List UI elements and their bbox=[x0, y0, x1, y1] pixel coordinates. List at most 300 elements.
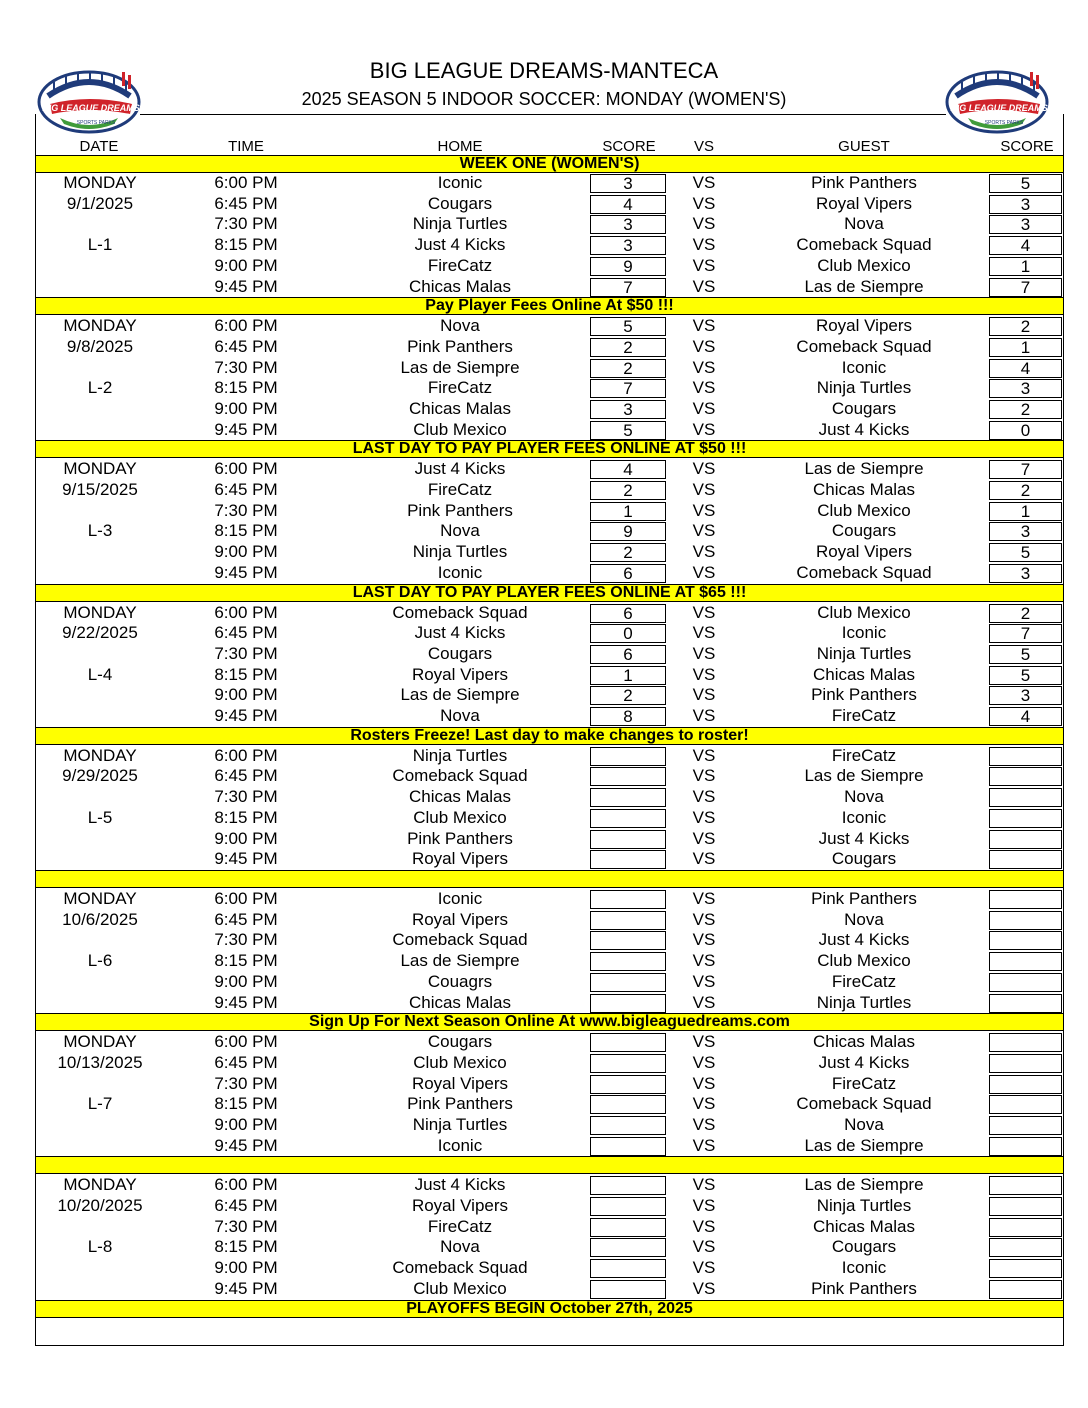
guest-score-box: 4 bbox=[989, 236, 1062, 255]
week-date: 10/20/2025 bbox=[57, 1196, 143, 1216]
week-block bbox=[36, 1175, 1063, 1299]
week-date: 9/8/2025 bbox=[66, 336, 134, 356]
home-team: Club Mexico bbox=[413, 1052, 507, 1072]
guest-score-box bbox=[989, 1033, 1062, 1052]
guest-score-box bbox=[989, 1116, 1062, 1135]
home-score-box: 7 bbox=[590, 278, 666, 297]
home-team: Las de Siempre bbox=[400, 357, 520, 377]
week-one-banner: WEEK ONE (WOMEN'S) bbox=[36, 155, 1063, 173]
guest-team: Just 4 Kicks bbox=[818, 828, 910, 848]
guest-score-box: 2 bbox=[989, 481, 1062, 500]
vs-label: VS bbox=[692, 1135, 716, 1155]
col-guest: GUEST bbox=[838, 138, 890, 155]
guest-team: Iconic bbox=[841, 807, 887, 827]
home-score-box bbox=[590, 994, 666, 1013]
game-time: 9:45 PM bbox=[214, 706, 278, 726]
home-team: Ninja Turtles bbox=[412, 542, 508, 562]
vs-label: VS bbox=[692, 807, 716, 827]
league-code: L-2 bbox=[87, 378, 113, 398]
home-score-box: 2 bbox=[590, 543, 666, 562]
vs-label: VS bbox=[692, 849, 716, 869]
vs-label: VS bbox=[692, 909, 716, 929]
guest-score-box bbox=[989, 747, 1062, 766]
vs-label: VS bbox=[692, 1114, 716, 1134]
home-team: FireCatz bbox=[427, 378, 493, 398]
guest-score-box: 3 bbox=[989, 195, 1062, 214]
guest-team: Iconic bbox=[841, 1258, 887, 1278]
home-score-box bbox=[590, 1176, 666, 1195]
guest-team: Chicas Malas bbox=[812, 480, 916, 500]
guest-score-box: 4 bbox=[989, 707, 1062, 726]
home-score-box bbox=[590, 1259, 666, 1278]
home-team: Pink Panthers bbox=[407, 336, 513, 356]
guest-team: Royal Vipers bbox=[815, 193, 913, 213]
guest-score-box bbox=[989, 1137, 1062, 1156]
game-time: 9:00 PM bbox=[214, 398, 278, 418]
week-block bbox=[36, 173, 1063, 297]
home-team: Las de Siempre bbox=[400, 685, 520, 705]
week-block bbox=[36, 459, 1063, 583]
guest-score-box: 2 bbox=[989, 400, 1062, 419]
vs-label: VS bbox=[692, 930, 716, 950]
guest-score-box bbox=[989, 1218, 1062, 1237]
home-team: Ninja Turtles bbox=[412, 1114, 508, 1134]
logo-text: BIG LEAGUE DREAMS bbox=[42, 103, 140, 113]
game-time: 6:45 PM bbox=[214, 909, 278, 929]
vs-label: VS bbox=[692, 480, 716, 500]
vs-label: VS bbox=[692, 398, 716, 418]
home-score-box: 2 bbox=[590, 481, 666, 500]
col-home-score: SCORE bbox=[602, 138, 656, 155]
guest-team: Comeback Squad bbox=[796, 235, 932, 255]
vs-label: VS bbox=[692, 623, 716, 643]
home-score-box bbox=[590, 1238, 666, 1257]
home-team: Just 4 Kicks bbox=[414, 459, 506, 479]
vs-label: VS bbox=[692, 500, 716, 520]
notice-banner: LAST DAY TO PAY PLAYER FEES ONLINE AT $50 !!! bbox=[36, 440, 1063, 458]
guest-score-box: 1 bbox=[989, 338, 1062, 357]
guest-score-box bbox=[989, 809, 1062, 828]
week-day: MONDAY bbox=[63, 1175, 137, 1195]
vs-label: VS bbox=[692, 336, 716, 356]
home-score-box: 9 bbox=[590, 257, 666, 276]
vs-label: VS bbox=[692, 643, 716, 663]
league-code: L-7 bbox=[87, 1094, 113, 1114]
week-date: 10/13/2025 bbox=[57, 1052, 143, 1072]
guest-score-box bbox=[989, 830, 1062, 849]
home-score-box bbox=[590, 1218, 666, 1237]
game-time: 6:00 PM bbox=[214, 602, 278, 622]
guest-score-box: 7 bbox=[989, 460, 1062, 479]
home-score-box bbox=[590, 890, 666, 909]
vs-label: VS bbox=[692, 992, 716, 1012]
game-time: 7:30 PM bbox=[214, 930, 278, 950]
week-date: 9/15/2025 bbox=[62, 480, 138, 500]
logo-subtext-right: SPORTS PARKS bbox=[984, 120, 1024, 126]
guest-team: Ninja Turtles bbox=[816, 1196, 912, 1216]
week-date: 10/6/2025 bbox=[62, 909, 138, 929]
game-time: 6:00 PM bbox=[214, 1032, 278, 1052]
week-day: MONDAY bbox=[63, 459, 137, 479]
vs-label: VS bbox=[692, 357, 716, 377]
vs-label: VS bbox=[692, 787, 716, 807]
home-score-box bbox=[590, 830, 666, 849]
home-team: Club Mexico bbox=[413, 807, 507, 827]
game-time: 9:45 PM bbox=[214, 849, 278, 869]
game-time: 9:00 PM bbox=[214, 542, 278, 562]
home-score-box: 3 bbox=[590, 174, 666, 193]
home-team: Nova bbox=[440, 521, 480, 541]
vs-label: VS bbox=[692, 1175, 716, 1195]
vs-label: VS bbox=[692, 542, 716, 562]
game-time: 7:30 PM bbox=[214, 1216, 278, 1236]
game-time: 9:00 PM bbox=[214, 255, 278, 275]
home-team: Comeback Squad bbox=[392, 602, 528, 622]
game-time: 9:45 PM bbox=[214, 992, 278, 1012]
vs-label: VS bbox=[692, 255, 716, 275]
page-title: BIG LEAGUE DREAMS-MANTECA bbox=[369, 58, 719, 83]
game-time: 8:15 PM bbox=[214, 378, 278, 398]
week-date: 9/22/2025 bbox=[62, 623, 138, 643]
week-date: 9/29/2025 bbox=[62, 766, 138, 786]
home-score-box: 4 bbox=[590, 460, 666, 479]
home-score-box: 2 bbox=[590, 338, 666, 357]
guest-team: Nova bbox=[844, 214, 884, 234]
game-time: 7:30 PM bbox=[214, 643, 278, 663]
guest-team: Cougars bbox=[831, 521, 897, 541]
guest-score-box: 0 bbox=[989, 421, 1062, 440]
home-score-box: 9 bbox=[590, 522, 666, 541]
vs-label: VS bbox=[692, 745, 716, 765]
logo-subtext: SPORTS PARKS bbox=[76, 120, 116, 126]
guest-score-box: 7 bbox=[989, 278, 1062, 297]
guest-team: Just 4 Kicks bbox=[818, 419, 910, 439]
guest-score-box: 5 bbox=[989, 174, 1062, 193]
home-team: Cougars bbox=[427, 193, 493, 213]
game-time: 6:00 PM bbox=[214, 173, 278, 192]
home-score-box bbox=[590, 850, 666, 869]
guest-team: Comeback Squad bbox=[796, 562, 932, 582]
guest-team: Chicas Malas bbox=[812, 664, 916, 684]
guest-score-box bbox=[989, 788, 1062, 807]
game-time: 9:45 PM bbox=[214, 276, 278, 296]
home-score-box: 6 bbox=[590, 645, 666, 664]
guest-score-box: 5 bbox=[989, 645, 1062, 664]
home-score-box bbox=[590, 952, 666, 971]
game-time: 6:45 PM bbox=[214, 336, 278, 356]
home-score-box bbox=[590, 1033, 666, 1052]
week-date: 9/1/2025 bbox=[66, 193, 134, 213]
guest-team: Pink Panthers bbox=[811, 685, 917, 705]
guest-score-box bbox=[989, 911, 1062, 930]
page-subtitle: 2025 SEASON 5 INDOOR SOCCER: MONDAY (WOMEN'S) bbox=[301, 89, 787, 109]
game-time: 8:15 PM bbox=[214, 664, 278, 684]
home-team: FireCatz bbox=[427, 480, 493, 500]
vs-label: VS bbox=[692, 173, 716, 192]
game-time: 9:00 PM bbox=[214, 971, 278, 991]
schedule-table bbox=[35, 114, 1064, 1346]
guest-team: Comeback Squad bbox=[796, 1094, 932, 1114]
home-team: Iconic bbox=[437, 1135, 483, 1155]
game-time: 9:00 PM bbox=[214, 1258, 278, 1278]
guest-score-box bbox=[989, 1176, 1062, 1195]
guest-score-box: 3 bbox=[989, 686, 1062, 705]
home-score-box bbox=[590, 1075, 666, 1094]
guest-team: Cougars bbox=[831, 1237, 897, 1257]
guest-score-box: 2 bbox=[989, 317, 1062, 336]
guest-score-box: 7 bbox=[989, 624, 1062, 643]
guest-score-box bbox=[989, 931, 1062, 950]
guest-score-box: 3 bbox=[989, 522, 1062, 541]
guest-team: Chicas Malas bbox=[812, 1032, 916, 1052]
guest-team: Las de Siempre bbox=[804, 766, 924, 786]
vs-label: VS bbox=[692, 889, 716, 908]
home-score-box: 6 bbox=[590, 604, 666, 623]
guest-score-box bbox=[989, 1054, 1062, 1073]
game-time: 6:00 PM bbox=[214, 1175, 278, 1195]
guest-team: Club Mexico bbox=[817, 500, 911, 520]
guest-score-box: 3 bbox=[989, 379, 1062, 398]
home-score-box: 8 bbox=[590, 707, 666, 726]
home-team: Just 4 Kicks bbox=[414, 1175, 506, 1195]
guest-team: Ninja Turtles bbox=[816, 643, 912, 663]
guest-team: Nova bbox=[844, 1114, 884, 1134]
game-time: 8:15 PM bbox=[214, 235, 278, 255]
guest-score-box bbox=[989, 767, 1062, 786]
home-score-box: 3 bbox=[590, 400, 666, 419]
home-score-box bbox=[590, 1116, 666, 1135]
week-day: MONDAY bbox=[63, 602, 137, 622]
game-time: 6:45 PM bbox=[214, 766, 278, 786]
guest-team: Royal Vipers bbox=[815, 542, 913, 562]
home-team: Nova bbox=[440, 1237, 480, 1257]
week-day: MONDAY bbox=[63, 889, 137, 908]
home-team: Royal Vipers bbox=[411, 1196, 509, 1216]
home-team: Iconic bbox=[437, 173, 483, 192]
notice-banner: PLAYOFFS BEGIN October 27th, 2025 bbox=[36, 1300, 1063, 1318]
home-team: Nova bbox=[440, 706, 480, 726]
game-time: 8:15 PM bbox=[214, 1237, 278, 1257]
home-score-box: 3 bbox=[590, 236, 666, 255]
game-time: 6:00 PM bbox=[214, 889, 278, 908]
home-team: Las de Siempre bbox=[400, 951, 520, 971]
home-team: FireCatz bbox=[427, 1216, 493, 1236]
home-score-box bbox=[590, 809, 666, 828]
home-team: Royal Vipers bbox=[411, 664, 509, 684]
home-team: Just 4 Kicks bbox=[414, 235, 506, 255]
guest-score-box bbox=[989, 850, 1062, 869]
league-code: L-5 bbox=[87, 807, 113, 827]
guest-team: Club Mexico bbox=[817, 602, 911, 622]
game-time: 8:15 PM bbox=[214, 951, 278, 971]
vs-label: VS bbox=[692, 214, 716, 234]
vs-label: VS bbox=[692, 1032, 716, 1052]
game-time: 9:45 PM bbox=[214, 1135, 278, 1155]
guest-team: Ninja Turtles bbox=[816, 378, 912, 398]
game-time: 6:45 PM bbox=[214, 623, 278, 643]
home-score-box: 3 bbox=[590, 215, 666, 234]
league-code: L-1 bbox=[87, 235, 113, 255]
home-team: Chicas Malas bbox=[408, 992, 512, 1012]
guest-score-box bbox=[989, 1075, 1062, 1094]
league-code: L-4 bbox=[87, 664, 113, 684]
notice-banner: Pay Player Fees Online At $50 !!! bbox=[36, 297, 1063, 315]
home-score-box bbox=[590, 1197, 666, 1216]
guest-team: FireCatz bbox=[831, 745, 897, 765]
game-time: 7:30 PM bbox=[214, 214, 278, 234]
notice-banner bbox=[36, 870, 1063, 888]
guest-score-box bbox=[989, 1259, 1062, 1278]
vs-label: VS bbox=[692, 562, 716, 582]
game-time: 7:30 PM bbox=[214, 787, 278, 807]
guest-team: Just 4 Kicks bbox=[818, 930, 910, 950]
vs-label: VS bbox=[692, 1094, 716, 1114]
game-time: 8:15 PM bbox=[214, 521, 278, 541]
game-time: 7:30 PM bbox=[214, 500, 278, 520]
home-team: Comeback Squad bbox=[392, 1258, 528, 1278]
home-score-box bbox=[590, 1280, 666, 1299]
guest-team: Las de Siempre bbox=[804, 1135, 924, 1155]
home-score-box: 0 bbox=[590, 624, 666, 643]
game-time: 9:45 PM bbox=[214, 562, 278, 582]
vs-label: VS bbox=[692, 951, 716, 971]
home-team: Chicas Malas bbox=[408, 276, 512, 296]
vs-label: VS bbox=[692, 1052, 716, 1072]
vs-label: VS bbox=[692, 602, 716, 622]
week-day: MONDAY bbox=[63, 173, 137, 192]
home-team: Chicas Malas bbox=[408, 787, 512, 807]
col-home: HOME bbox=[437, 138, 483, 155]
column-header-row bbox=[36, 114, 1063, 156]
vs-label: VS bbox=[692, 706, 716, 726]
game-time: 9:00 PM bbox=[214, 685, 278, 705]
guest-team: Club Mexico bbox=[817, 255, 911, 275]
vs-label: VS bbox=[692, 419, 716, 439]
home-team: Pink Panthers bbox=[407, 500, 513, 520]
guest-score-box bbox=[989, 890, 1062, 909]
game-time: 6:00 PM bbox=[214, 459, 278, 479]
week-day: MONDAY bbox=[63, 1032, 137, 1052]
guest-team: Iconic bbox=[841, 357, 887, 377]
home-team: Cougars bbox=[427, 1032, 493, 1052]
home-score-box bbox=[590, 1095, 666, 1114]
home-team: Royal Vipers bbox=[411, 849, 509, 869]
guest-score-box: 5 bbox=[989, 543, 1062, 562]
guest-team: Ninja Turtles bbox=[816, 992, 912, 1012]
vs-label: VS bbox=[692, 378, 716, 398]
game-time: 8:15 PM bbox=[214, 1094, 278, 1114]
game-time: 9:00 PM bbox=[214, 828, 278, 848]
vs-label: VS bbox=[692, 1278, 716, 1298]
col-vs: VS bbox=[693, 138, 714, 155]
vs-label: VS bbox=[692, 1237, 716, 1257]
guest-team: Cougars bbox=[831, 849, 897, 869]
game-time: 8:15 PM bbox=[214, 807, 278, 827]
game-time: 6:45 PM bbox=[214, 1196, 278, 1216]
home-score-box bbox=[590, 931, 666, 950]
league-code: L-8 bbox=[87, 1237, 113, 1257]
week-day: MONDAY bbox=[63, 316, 137, 336]
guest-score-box: 1 bbox=[989, 502, 1062, 521]
vs-label: VS bbox=[692, 828, 716, 848]
home-team: Nova bbox=[440, 316, 480, 336]
home-score-box bbox=[590, 973, 666, 992]
game-time: 9:45 PM bbox=[214, 1278, 278, 1298]
home-team: Royal Vipers bbox=[411, 1073, 509, 1093]
week-block bbox=[36, 889, 1063, 1013]
guest-score-box bbox=[989, 952, 1062, 971]
home-team: Cougars bbox=[427, 643, 493, 663]
guest-team: Royal Vipers bbox=[815, 316, 913, 336]
game-time: 7:30 PM bbox=[214, 357, 278, 377]
notice-banner: LAST DAY TO PAY PLAYER FEES ONLINE AT $65 !!! bbox=[36, 584, 1063, 602]
vs-label: VS bbox=[692, 971, 716, 991]
home-team: Iconic bbox=[437, 562, 483, 582]
vs-label: VS bbox=[692, 685, 716, 705]
guest-score-box bbox=[989, 1280, 1062, 1299]
game-time: 7:30 PM bbox=[214, 1073, 278, 1093]
guest-team: Just 4 Kicks bbox=[818, 1052, 910, 1072]
vs-label: VS bbox=[692, 1258, 716, 1278]
home-score-box: 1 bbox=[590, 502, 666, 521]
week-block bbox=[36, 746, 1063, 870]
guest-score-box bbox=[989, 1197, 1062, 1216]
home-score-box: 2 bbox=[590, 686, 666, 705]
home-score-box bbox=[590, 911, 666, 930]
guest-team: Las de Siempre bbox=[804, 276, 924, 296]
home-team: Royal Vipers bbox=[411, 909, 509, 929]
game-time: 9:45 PM bbox=[214, 419, 278, 439]
home-team: Ninja Turtles bbox=[412, 745, 508, 765]
guest-team: FireCatz bbox=[831, 706, 897, 726]
home-score-box bbox=[590, 767, 666, 786]
home-score-box: 5 bbox=[590, 317, 666, 336]
vs-label: VS bbox=[692, 1216, 716, 1236]
guest-team: FireCatz bbox=[831, 971, 897, 991]
home-team: Just 4 Kicks bbox=[414, 623, 506, 643]
week-block bbox=[36, 316, 1063, 440]
home-score-box: 4 bbox=[590, 195, 666, 214]
guest-team: Las de Siempre bbox=[804, 1175, 924, 1195]
guest-score-box bbox=[989, 1238, 1062, 1257]
guest-team: Pink Panthers bbox=[811, 173, 917, 192]
vs-label: VS bbox=[692, 1196, 716, 1216]
notice-banner bbox=[36, 1156, 1063, 1174]
notice-banner: Sign Up For Next Season Online At www.bigleaguedreams.com bbox=[36, 1013, 1063, 1031]
home-team: FireCatz bbox=[427, 255, 493, 275]
vs-label: VS bbox=[692, 521, 716, 541]
home-score-box: 5 bbox=[590, 421, 666, 440]
col-time: TIME bbox=[228, 138, 264, 155]
guest-team: Las de Siempre bbox=[804, 459, 924, 479]
guest-team: Cougars bbox=[831, 398, 897, 418]
home-score-box bbox=[590, 747, 666, 766]
week-day: MONDAY bbox=[63, 745, 137, 765]
guest-team: Club Mexico bbox=[817, 951, 911, 971]
home-score-box bbox=[590, 1137, 666, 1156]
home-team: Pink Panthers bbox=[407, 1094, 513, 1114]
vs-label: VS bbox=[692, 193, 716, 213]
home-team: Iconic bbox=[437, 889, 483, 908]
col-date: DATE bbox=[79, 138, 119, 155]
home-score-box bbox=[590, 1054, 666, 1073]
home-score-box: 6 bbox=[590, 564, 666, 583]
vs-label: VS bbox=[692, 276, 716, 296]
vs-label: VS bbox=[692, 316, 716, 336]
home-team: Club Mexico bbox=[413, 1278, 507, 1298]
home-score-box bbox=[590, 788, 666, 807]
home-score-box: 7 bbox=[590, 379, 666, 398]
